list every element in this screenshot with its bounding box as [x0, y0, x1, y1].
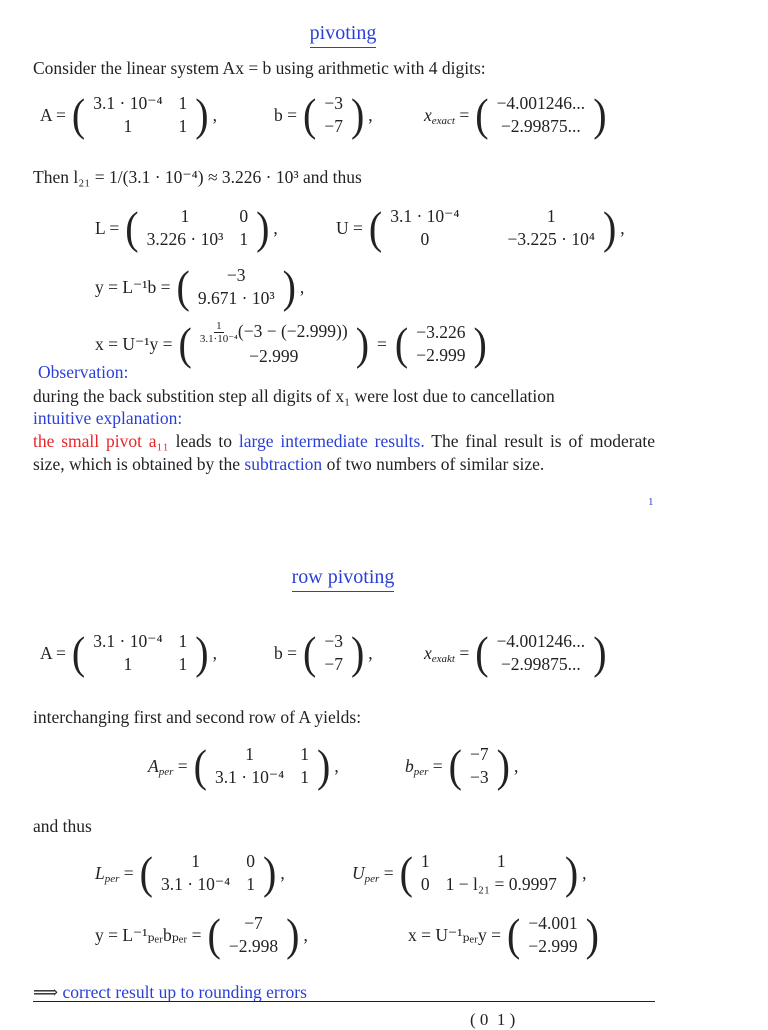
slide1-matrix-U: U = ( 3.1 · 10⁻⁴ 1 0 −3.225 · 10⁴ ) , [336, 201, 625, 254]
observation-text: during the back substition step all digits of x₁ were lost due to cancellation [33, 386, 555, 406]
slide1-vector-xexact: $x_{exact}$ = ( −4.001246... −2.99875... ) [424, 88, 607, 141]
slide2-vector-b: b = ( −3 −7 ) , [274, 626, 373, 679]
matrix-Aper: $A_{per}$ = ( 1 1 3.1 · 10⁻⁴ 1 ) , [148, 739, 339, 792]
vector-bper: $b_{per}$ = ( −7 −3 ) , [405, 739, 519, 792]
and-thus-text: and thus [33, 816, 92, 836]
slide1-vector-y: y = L⁻¹b = ( −3 9.671 · 10³ ) , [95, 260, 305, 313]
slide1-vector-b: b = ( −3 −7 ) , [274, 88, 373, 141]
observation-label: Observation: [38, 362, 129, 382]
slide1-matrix-L: L = ( 1 0 3.226 · 10³ 1 ) , [95, 201, 278, 254]
intuitive-label: intuitive explanation: [33, 408, 183, 428]
matrix-Uper: $U_{per}$ = ( 1 1 0 1 − l₂₁ = 0.9997 ) , [352, 846, 587, 899]
interchange-text: interchanging first and second row of A yields: [33, 707, 362, 727]
slide1-vector-x: x = U⁻¹y = ( $\frac{1}{\text{3.1·10⁻⁴}}$ (−3 − (−2.999)) −2.999 ) = ( −3.226 −2.999 ) [95, 317, 487, 370]
page-number: 1 [648, 496, 654, 508]
partial-matrix: ( 0 1 ) [470, 1010, 516, 1029]
matrix-Lper: $L_{per}$ = ( 1 0 3.1 · 10⁻⁴ 1 ) , [95, 846, 285, 899]
footer-rule [33, 1001, 655, 1002]
conclusion-line: ⟹ correct result up to rounding errors [33, 982, 307, 1002]
slide2-title: row pivoting [0, 566, 686, 589]
slide1-intro: Consider the linear system Ax = b using arithmetic with 4 digits: [33, 58, 486, 78]
slide2-matrix-A: A = ( 3.1 · 10⁻⁴ 1 1 1 ) , [40, 626, 217, 679]
slide2-vector-xexakt: $x_{exakt}$ = ( −4.001246... −2.99875... ) [424, 626, 607, 679]
slide1-matrix-A: A = ( 3.1 · 10⁻⁴ 1 1 1 ) , [40, 88, 217, 141]
slide1-then-line: Then l₂₁ = 1/(3.1 · 10⁻⁴) ≈ 3.226 · 10³ and thus [33, 167, 362, 187]
slide2-vector-x: x = U⁻¹ₚₑᵣy = ( −4.001 −2.999 ) [408, 908, 599, 961]
slide2-vector-y: y = L⁻¹ₚₑᵣbₚₑᵣ = ( −7 −2.998 ) , [95, 908, 308, 961]
slide1-title: pivoting [0, 22, 686, 45]
fraction: $\frac{1}{\text{3.1·10⁻⁴}}$ [199, 320, 238, 346]
explanation-paragraph: the small pivot a₁₁ leads to large intermediate results. The final result is of moderate size, which is obtained by the subtraction of two numbers of similar size. [33, 431, 655, 474]
